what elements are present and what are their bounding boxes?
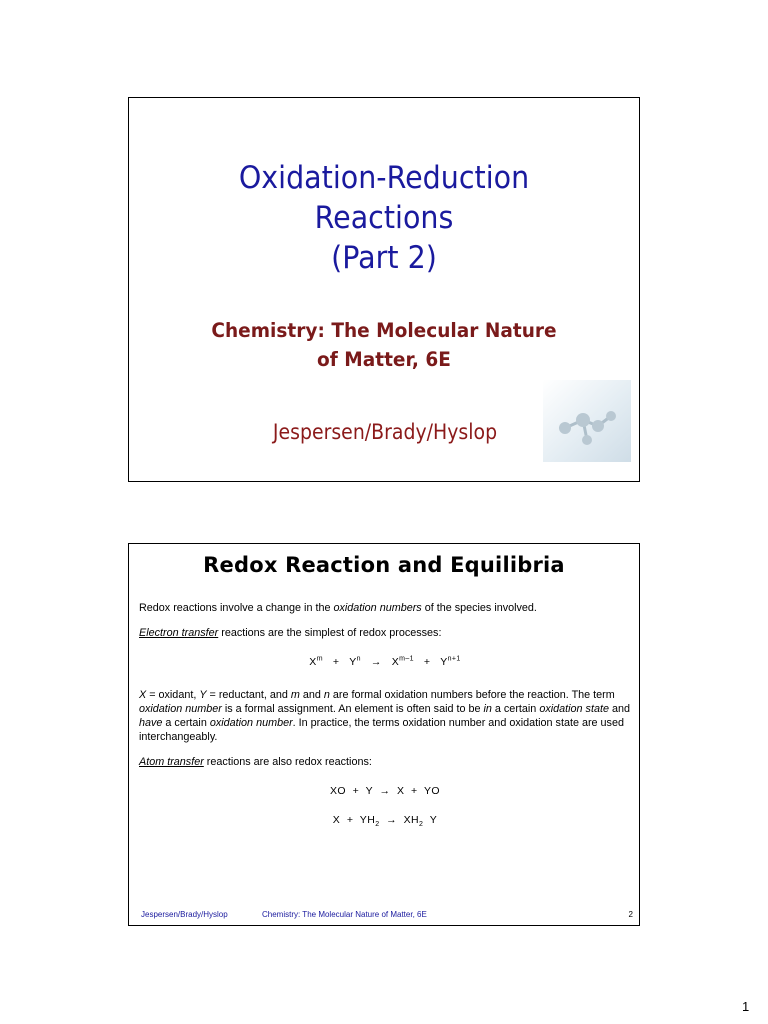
- text-run: Redox reactions involve a change in the: [139, 602, 334, 614]
- molecule-graphic: [543, 380, 631, 462]
- text-run: a certain: [491, 703, 540, 715]
- eq-superscript: m–1: [399, 655, 414, 663]
- text-run: = oxidant,: [146, 689, 200, 701]
- eq-operator: +: [332, 656, 340, 668]
- eq-superscript: m: [316, 655, 323, 663]
- equation-electron-transfer: [139, 655, 631, 669]
- authors: Jespersen/Brady/Hyslop: [272, 420, 498, 444]
- text-run: are formal oxidation numbers before the reaction. The term: [329, 689, 615, 701]
- equation-atom-transfer-2: [139, 813, 631, 827]
- slide-heading: Redox Reaction and Equilibria: [203, 553, 565, 577]
- text-run: = reductant, and: [206, 689, 291, 701]
- content-slide: [128, 543, 640, 926]
- footer-slide-number: 2: [628, 910, 633, 919]
- emphasis: in: [483, 703, 492, 715]
- text-run: . In practice, the terms oxidation number and oxidation state are used interchangeably.: [139, 717, 624, 743]
- subtitle-line-1: Chemistry: The Molecular Nature: [211, 319, 557, 342]
- title-line-2: Reactions: [314, 200, 454, 236]
- subtitle-line-2: of Matter, 6E: [317, 348, 451, 371]
- paragraph-1: [139, 601, 631, 615]
- eq-arrow: →: [370, 656, 382, 668]
- text-run: of the species involved.: [421, 602, 537, 614]
- eq-term: Y: [349, 656, 357, 668]
- emphasis: Y: [199, 689, 207, 701]
- eq-subscript: 2: [375, 821, 380, 829]
- title-slide: [128, 97, 640, 482]
- underlined-term: Electron transfer: [139, 627, 219, 639]
- emphasis: oxidation number: [209, 717, 293, 729]
- title-line-3: (Part 2): [331, 240, 437, 276]
- slide-title: [149, 158, 618, 278]
- eq-operator: +: [423, 656, 431, 668]
- slide-body: [139, 601, 631, 827]
- eq-text: → XH: [379, 814, 420, 826]
- book-subtitle: [142, 316, 627, 374]
- eq-superscript: n: [356, 655, 361, 663]
- text-run: reactions are the simplest of redox processes:: [218, 627, 442, 639]
- text-run: a certain: [162, 717, 210, 729]
- paragraph-4: [139, 755, 631, 769]
- emphasis: m: [290, 689, 300, 701]
- emphasis: have: [139, 717, 163, 729]
- equation-atom-transfer-1: XO + Y → X + YO: [330, 785, 440, 797]
- eq-text: Y: [423, 814, 438, 826]
- eq-term: X: [391, 656, 400, 668]
- page-number: 1: [742, 999, 750, 1014]
- emphasis: oxidation numbers: [333, 602, 422, 614]
- eq-text: X + YH: [332, 814, 376, 826]
- text-run: is a formal assignment. An element is often said to be: [221, 703, 484, 715]
- paragraph-3: [139, 688, 631, 744]
- eq-term: X: [309, 656, 317, 668]
- footer-authors: Jespersen/Brady/Hyslop: [141, 910, 228, 919]
- emphasis: oxidation state: [539, 703, 609, 715]
- eq-superscript: n+1: [447, 655, 461, 663]
- text-run: and: [299, 689, 324, 701]
- underlined-term: Atom transfer: [139, 756, 204, 768]
- footer-book-title: Chemistry: The Molecular Nature of Matter, 6E: [262, 910, 427, 919]
- paragraph-2: [139, 626, 631, 640]
- emphasis: X: [139, 689, 147, 701]
- text-run: reactions are also redox reactions:: [203, 756, 372, 768]
- text-run: and: [608, 703, 630, 715]
- eq-subscript: 2: [419, 821, 424, 829]
- emphasis: oxidation number: [139, 703, 222, 715]
- title-line-1: Oxidation-Reduction: [238, 160, 530, 196]
- emphasis: n: [323, 689, 330, 701]
- eq-term: Y: [440, 656, 448, 668]
